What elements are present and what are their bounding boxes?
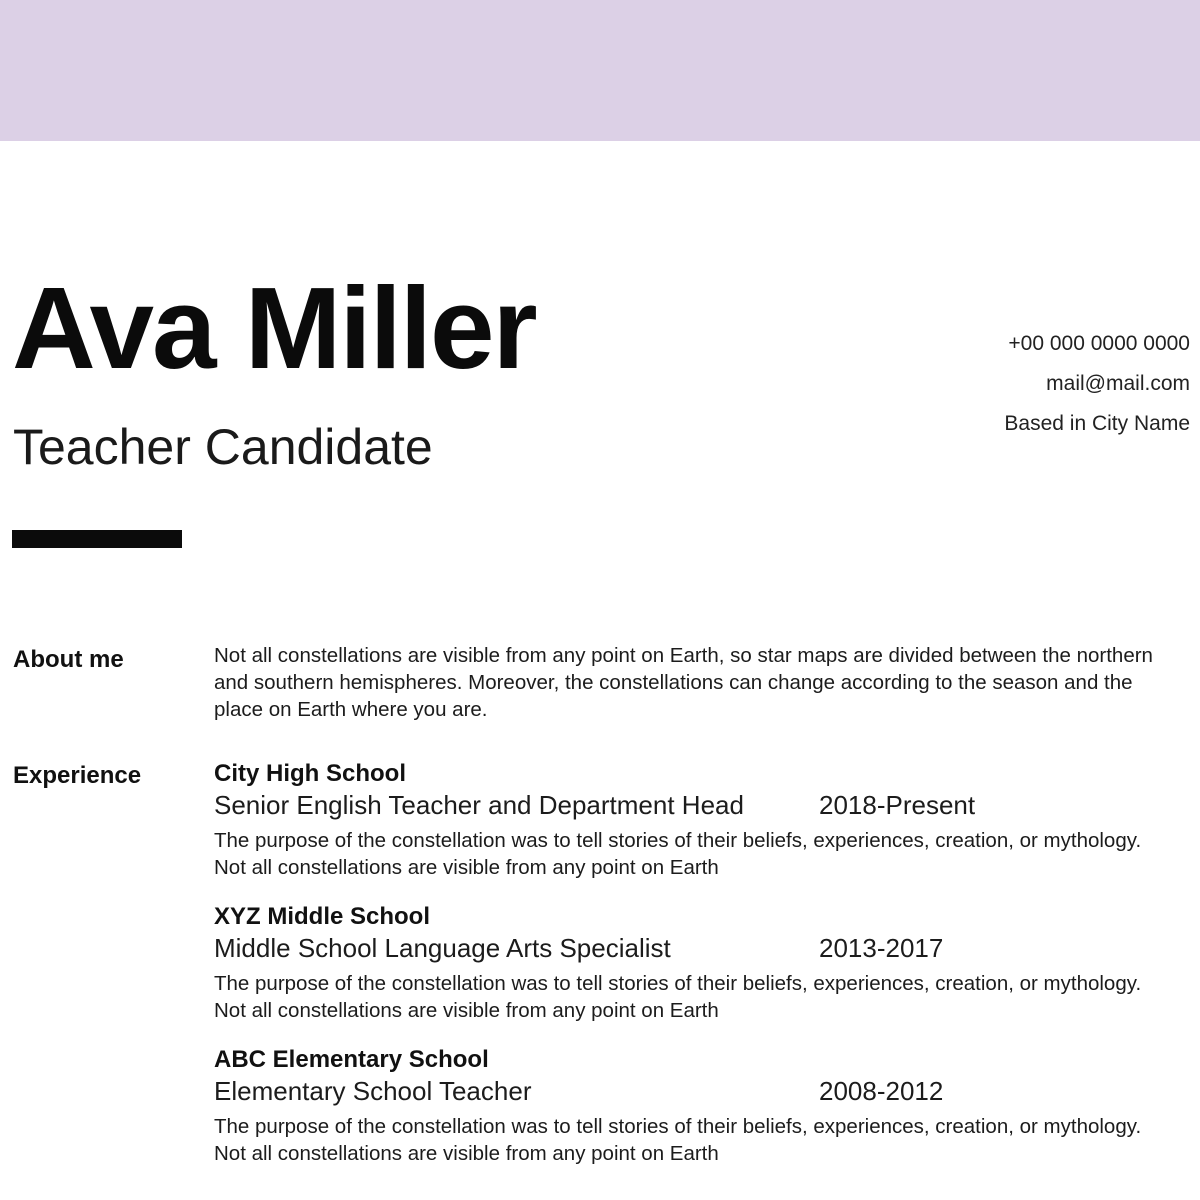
job-title-row — [214, 932, 1184, 966]
candidate-name: Ava Miller — [12, 263, 536, 393]
job-school: ABC Elementary School — [214, 1046, 489, 1073]
experience-entry — [214, 902, 1184, 1024]
job-title-row — [214, 789, 1184, 823]
header-color-band — [0, 0, 1200, 141]
job-description: The purpose of the constellation was to tell stories of their beliefs, experiences, creation, or mythology. Not all constellations are visible from any point on Earth — [214, 829, 1142, 879]
job-school: City High School — [214, 760, 406, 787]
candidate-role: Teacher Candidate — [13, 419, 433, 475]
job-years: 2018-Present — [819, 790, 976, 820]
accent-divider — [12, 530, 182, 548]
contact-phone: +00 000 0000 0000 — [1008, 332, 1190, 355]
contact-location: Based in City Name — [1004, 412, 1190, 435]
job-title: Middle School Language Arts Specialist — [214, 933, 671, 963]
about-text: Not all constellations are visible from any point on Earth, so star maps are divided between the northern and southern hemispheres. Moreover, the constellations can change according to the season and the place on Earth where you are. — [214, 644, 1153, 721]
job-description: The purpose of the constellation was to tell stories of their beliefs, experiences, creation, or mythology. Not all constellations are visible from any point on Earth — [214, 1115, 1142, 1165]
job-title-row — [214, 1075, 1184, 1109]
experience-entry — [214, 759, 1184, 881]
job-school: XYZ Middle School — [214, 903, 431, 930]
experience-entry — [214, 1045, 1184, 1167]
contact-email: mail@mail.com — [1046, 372, 1190, 395]
job-title: Elementary School Teacher — [214, 1076, 532, 1106]
experience-section-label: Experience — [13, 762, 142, 789]
job-description: The purpose of the constellation was to tell stories of their beliefs, experiences, creation, or mythology. Not all constellations are visible from any point on Earth — [214, 972, 1142, 1022]
job-title: Senior English Teacher and Department Head — [214, 790, 744, 820]
about-section-label: About me — [13, 646, 124, 673]
contact-block — [1004, 324, 1190, 444]
job-years: 2008-2012 — [819, 1076, 944, 1106]
job-years: 2013-2017 — [819, 933, 944, 963]
